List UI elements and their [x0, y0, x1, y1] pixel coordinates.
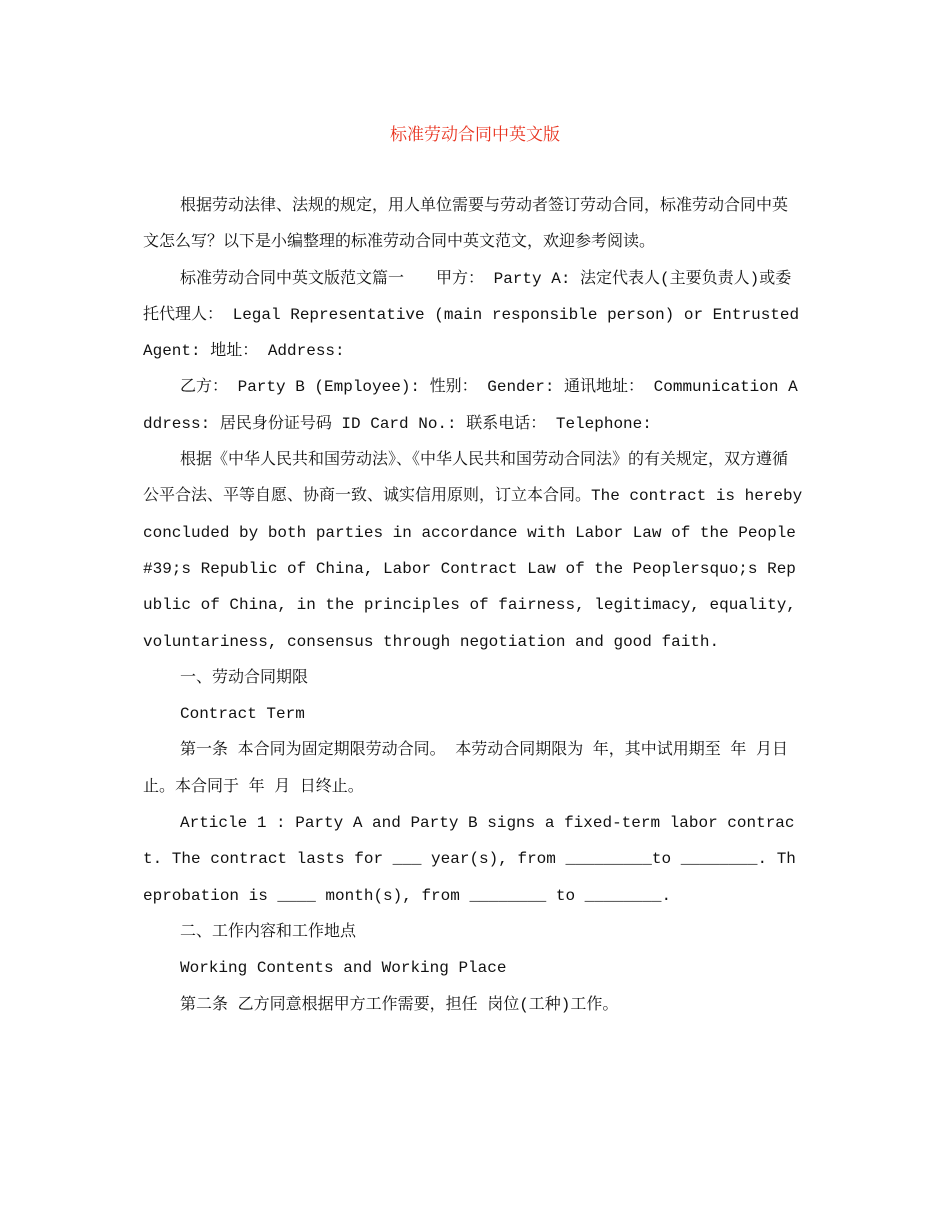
party-b-paragraph: 乙方： Party B (Employee): 性别： Gender: 通讯地址： Communication Address: 居民身份证号码 ID Card No.: 联系电话： Telephone: — [143, 378, 798, 433]
party-a-paragraph: 标准劳动合同中英文版范文篇一 甲方： Party A: 法定代表人(主要负责人)或委托代理人： Legal Representative (main responsible person) or Entrusted Agent: 地址： Address: — [143, 269, 800, 361]
article-1-cn-paragraph: 第一条 本合同为固定期限劳动合同。 本劳动合同期限为 年，其中试用期至 年 月日止。本合同于 年 月 日终止。 — [143, 741, 789, 796]
article-1-en-paragraph: Article 1 : Party A and Party B signs a fixed-term labor contract. The contract lasts for ___ year(s), from _________to ________. Theprobation is ____ month(s), from ________ to ________. — [143, 814, 796, 905]
section-heading-contract-term-cn: 一、劳动合同期限 — [180, 668, 309, 687]
article-2-cn-paragraph: 第二条 乙方同意根据甲方工作需要，担任 岗位(工种)工作。 — [180, 995, 619, 1014]
section-heading-work-content-en: Working Contents and Working Place — [180, 959, 507, 978]
document-title: 标准劳动合同中英文版 — [390, 125, 560, 145]
document-body — [143, 188, 803, 1023]
section-heading-contract-term-en: Contract Term — [180, 705, 305, 724]
section-heading-work-content-cn: 二、工作内容和工作地点 — [180, 922, 357, 941]
legal-basis-paragraph: 根据《中华人民共和国劳动法》、《中华人民共和国劳动合同法》的有关规定，双方遵循公平合法、平等自愿、协商一致、诚实信用原则，订立本合同。The contract is hereby concluded by both parties in accordance with Labor Law of the People#39;s Republic of China, Labor Contract Law of the Peoplersquo;s Republic of China, in the principles of fairness, legitimacy, equality, voluntariness, consensus through negotiation and good faith. — [143, 451, 803, 651]
intro-paragraph: 根据劳动法律、法规的规定，用人单位需要与劳动者签订劳动合同，标准劳动合同中英文怎么写？以下是小编整理的标准劳动合同中英文范文，欢迎参考阅读。 — [143, 197, 789, 252]
